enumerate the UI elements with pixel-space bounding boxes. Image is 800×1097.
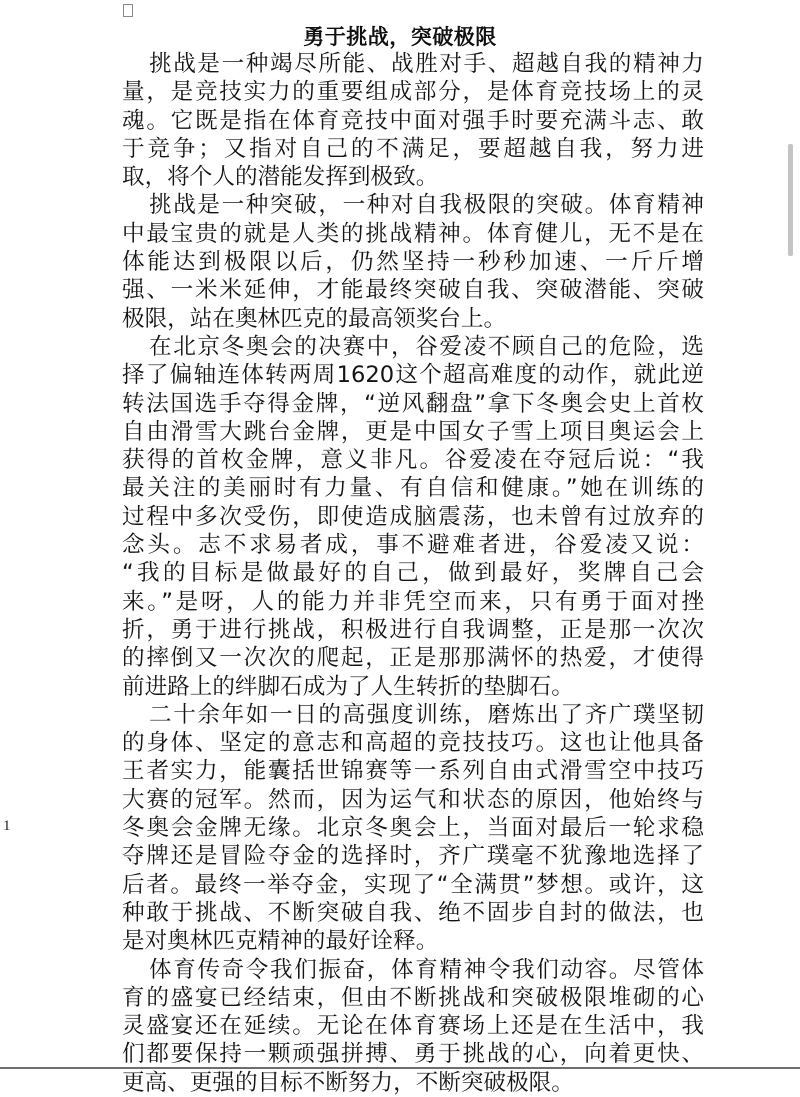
text-line: 来。”是呀，人的能力并非凭空而来，只有勇于面对挫 — [122, 588, 704, 615]
text-line: 大赛的冠军。然而，因为运气和状态的原因，他始终与 — [122, 786, 704, 813]
page-number: 1 — [3, 818, 11, 834]
text-line: 量，是竞技实力的重要组成部分，是体育竞技场上的灵 — [122, 79, 704, 106]
text-line: 强、一米米延伸，才能最终突破自我、突破潜能、突破 — [122, 277, 704, 304]
paragraph-5 — [122, 956, 704, 1097]
text-line: “我的目标是做最好的自己，做到最好，奖牌自己会 — [122, 560, 704, 587]
text-line: 灵盛宴还在延续。无论在体育赛场上还是在生活中，我 — [122, 1013, 704, 1040]
paragraph-1 — [122, 50, 704, 191]
text-line: 种敢于挑战、不断突破自我、绝不固步自封的做法，也 — [122, 899, 704, 926]
paragraph-3 — [122, 333, 704, 701]
text-line: 念头。志不求易者成，事不避难者进，谷爱凌又说： — [122, 532, 704, 559]
text-line: 自由滑雪大跳台金牌，更是中国女子雪上项目奥运会上 — [122, 418, 704, 445]
text-line: 的身体、坚定的意志和高超的竞技技巧。这也让他具备 — [122, 730, 704, 757]
text-line: 后者。最终一举夺金，实现了“全满贯”梦想。或许，这 — [122, 871, 704, 898]
text-line: 王者实力，能囊括世锦赛等一系列自由式滑雪空中技巧 — [122, 758, 704, 785]
text-line: 获得的首枚金牌，意义非凡。谷爱凌在夺冠后说：“我 — [122, 447, 704, 474]
text-line: 更高、更强的目标不断努力，不断突破极限。 — [122, 1069, 574, 1096]
text-line: 体能达到极限以后，仍然坚持一秒秒加速、一斤斤增 — [122, 249, 704, 276]
text-line: 取，将个人的潜能发挥到极致。 — [122, 164, 439, 191]
text-line: 们都要保持一颗顽强拼搏、勇于挑战的心，向着更快、 — [122, 1041, 704, 1068]
text-line: 折，勇于进行挑战，积极进行自我调整，正是那一次次 — [122, 616, 704, 643]
text-line: 择了偏轴连体转两周1620这个超高难度的动作，就此逆 — [122, 362, 704, 389]
text-line: 夺牌还是冒险夺金的选择时，齐广璞毫不犹豫地选择了 — [122, 843, 704, 870]
text-line: 的摔倒又一次次的爬起，正是那那满怀的热爱，才使得 — [122, 645, 704, 672]
text-line: 挑战是一种突破，一种对自我极限的突破。体育精神 — [149, 192, 704, 219]
text-line: 魂。它既是指在体育竞技中面对强手时要充满斗志、敢 — [122, 107, 704, 134]
document-title: 勇于挑战，突破极限 — [303, 25, 497, 49]
text-line: 极限，站在奥林匹克的最高领奖台上。 — [122, 305, 507, 332]
vertical-scrollbar[interactable] — [788, 144, 793, 256]
text-line: 过程中多次受伤，即使造成脑震荡，也未曾有过放弃的 — [122, 503, 704, 530]
text-line: 体育传奇令我们振奋，体育精神令我们动容。尽管体 — [149, 956, 704, 983]
text-line: 最关注的美丽时有力量、有自信和健康。”她在训练的 — [122, 475, 704, 502]
text-line: 前进路上的绊脚石成为了人生转折的垫脚石。 — [122, 673, 574, 700]
text-line: 冬奥会金牌无缘。北京冬奥会上，当面对最后一轮求稳 — [122, 815, 704, 842]
paragraph-2 — [122, 191, 704, 332]
text-line: 二十余年如一日的高强度训练，磨炼出了齐广璞坚韧 — [149, 701, 704, 728]
text-line: 是对奥林匹克精神的最好诠释。 — [122, 928, 439, 955]
text-line: 在北京冬奥会的决赛中，谷爱凌不顾自己的危险，选 — [149, 333, 704, 360]
text-line: 挑战是一种竭尽所能、战胜对手、超越自我的精神力 — [149, 51, 704, 77]
text-line: 育的盛宴已经结束，但由不断挑战和突破极限堆砌的心 — [122, 984, 704, 1011]
page-bottom-divider — [0, 1067, 800, 1069]
document-body — [122, 50, 704, 1097]
text-line: 中最宝贵的就是人类的挑战精神。体育健儿，无不是在 — [122, 220, 704, 247]
image-placeholder-icon — [123, 4, 133, 17]
paragraph-4 — [122, 701, 704, 956]
text-line: 转法国选手夺得金牌，“逆风翻盘”拿下冬奥会史上首枚 — [122, 390, 704, 417]
text-line: 于竞争；又指对自己的不满足，要超越自我，努力进 — [122, 135, 704, 162]
